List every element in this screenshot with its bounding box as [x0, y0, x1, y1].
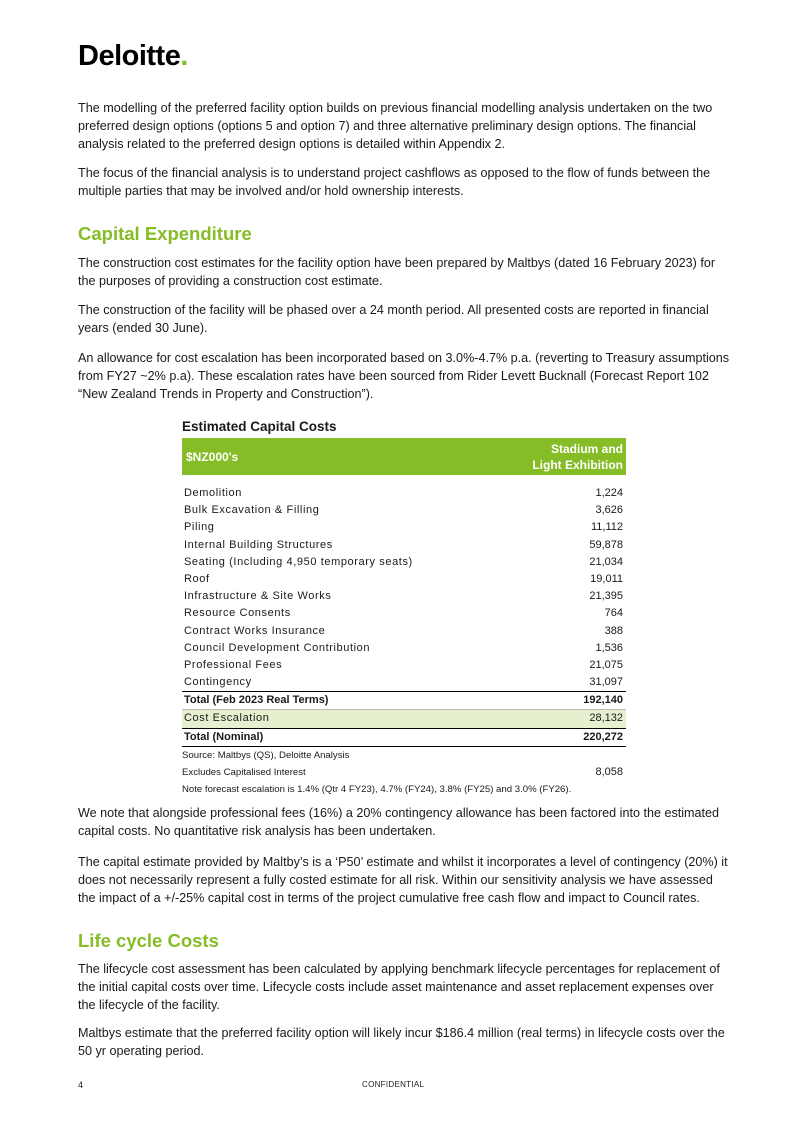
cost-escalation-row [182, 709, 626, 727]
heading-life-cycle-costs: Life cycle Costs [78, 930, 219, 951]
row-value: 1,224 [595, 487, 623, 499]
table-row [182, 588, 626, 605]
row-label: Total (Feb 2023 Real Terms) [184, 694, 329, 707]
table-notes [182, 747, 626, 798]
table-body [182, 485, 626, 747]
table-row [182, 674, 626, 691]
row-label: Contingency [184, 676, 252, 689]
capitalised-value: 8,058 [595, 765, 623, 778]
paragraph-focus: The focus of the financial analysis is to understand project cashflows as opposed to the flow of funds between the multiple parties that may be involved and/or hold ownership interests. [78, 166, 711, 198]
confidential-label: CONFIDENTIAL [362, 1080, 425, 1089]
note-source: Source: Maltbys (QS), Deloitte Analysis [182, 749, 350, 761]
row-value: 388 [604, 624, 623, 637]
row-value: 1,536 [595, 641, 623, 654]
paragraph-p50-estimate: The capital estimate provided by Maltby’s is a ‘P50’ estimate and whilst it incorporates a level of contingency (20%) it does not necessarily represent a fully costed estimate for all risk. Within our sensitivity analysis we have assessed the impact of a +/-25% capital cost in terms of the project cumulative free cash flow and impact to Council rates. [78, 855, 728, 905]
header-currency: $NZ000's [186, 450, 239, 464]
paragraph-lifecycle-estimate: Maltbys estimate that the preferred facility option will likely incur $186.4 million (real terms) in lifecycle costs over the 50 yr operating period. [78, 1026, 725, 1058]
paragraph-lifecycle-assessment: The lifecycle cost assessment has been calculated by applying benchmark lifecycle percentages for replacement of the initial capital costs over time. Lifecycle costs include asset maintenance and asset replacement expenses over the lifecycle of the facility. [78, 962, 720, 1012]
total-real-row [182, 691, 626, 709]
logo-dot: . [180, 40, 188, 72]
row-label: Resource Consents [184, 607, 291, 620]
header-option-line2: Light Exhibition [532, 458, 623, 472]
logo-text: Deloitte [78, 40, 181, 72]
table-row [182, 519, 626, 536]
table-header [182, 438, 626, 475]
header-option-line1: Stadium and [550, 442, 623, 456]
row-label: Roof [184, 572, 210, 585]
row-label: Demolition [184, 487, 242, 499]
row-label: Piling [184, 521, 215, 534]
table-row [182, 485, 626, 502]
table-title: Estimated Capital Costs [182, 419, 337, 434]
table-row [182, 623, 626, 640]
table-row [182, 657, 626, 674]
row-value: 764 [604, 607, 623, 620]
capitalised-label: Excludes Capitalised Interest [182, 766, 306, 778]
paragraph-phasing: The construction of the facility will be phased over a 24 month period. All presented costs are reported in financial years (ended 30 June). [78, 303, 709, 335]
header-option [532, 441, 623, 473]
row-label: Internal Building Structures [184, 538, 333, 551]
row-value: 192,140 [583, 694, 623, 707]
note-capitalised-interest [182, 764, 626, 781]
paragraph-contingency: We note that alongside professional fees (16%) a 20% contingency allowance has been factored into the estimated capital costs. No quantitative risk analysis has been undertaken. [78, 806, 720, 838]
row-label: Infrastructure & Site Works [184, 590, 332, 603]
row-label: Cost Escalation [184, 712, 270, 725]
deloitte-logo [78, 40, 188, 73]
table-row [182, 605, 626, 622]
paragraph-escalation: An allowance for cost escalation has been incorporated based on 3.0%-4.7% p.a. (reverting to Treasury assumptions from FY27 ~2% p.a). These escalation rates have been sourced from Rider Levett Bucknall (Forecast Report 102 “New Zealand Trends in Property and Construction”). [78, 351, 730, 401]
table-row [182, 554, 626, 571]
row-value: 220,272 [583, 730, 623, 743]
table-row [182, 571, 626, 588]
row-value: 21,075 [589, 658, 623, 671]
paragraph-intro: The modelling of the preferred facility option builds on previous financial modelling analysis undertaken on the two preferred design options (options 5 and option 7) and three alternative preliminary design options. The financial analysis related to the preferred design options is detailed within Appendix 2. [78, 101, 713, 151]
table-row [182, 502, 626, 519]
row-label: Seating (Including 4,950 temporary seats) [184, 555, 413, 568]
row-label: Professional Fees [184, 658, 283, 671]
total-nominal-row [182, 728, 626, 747]
row-value: 21,034 [589, 555, 623, 568]
page-number: 4 [78, 1080, 84, 1090]
row-label: Bulk Excavation & Filling [184, 504, 320, 517]
note-escalation: Note forecast escalation is 1.4% (Qtr 4 FY23), 4.7% (FY24), 3.8% (FY25) and 3.0% (FY26). [182, 783, 572, 795]
row-value: 3,626 [595, 504, 623, 517]
row-value: 59,878 [589, 538, 623, 551]
row-value: 21,395 [589, 590, 623, 603]
row-value: 11,112 [590, 521, 623, 534]
heading-capital-expenditure: Capital Expenditure [78, 223, 252, 244]
row-value: 31,097 [589, 676, 623, 689]
row-label: Total (Nominal) [184, 730, 264, 743]
paragraph-construction-estimates: The construction cost estimates for the facility option have been prepared by Maltbys (dated 16 February 2023) for the purposes of providing a construction cost estimate. [78, 256, 716, 288]
table-row [182, 537, 626, 554]
table-row [182, 640, 626, 657]
row-label: Contract Works Insurance [184, 624, 326, 637]
row-label: Council Development Contribution [184, 641, 371, 654]
row-value: 19,011 [590, 572, 623, 585]
row-value: 28,132 [589, 712, 623, 725]
capital-costs-table [182, 438, 626, 798]
